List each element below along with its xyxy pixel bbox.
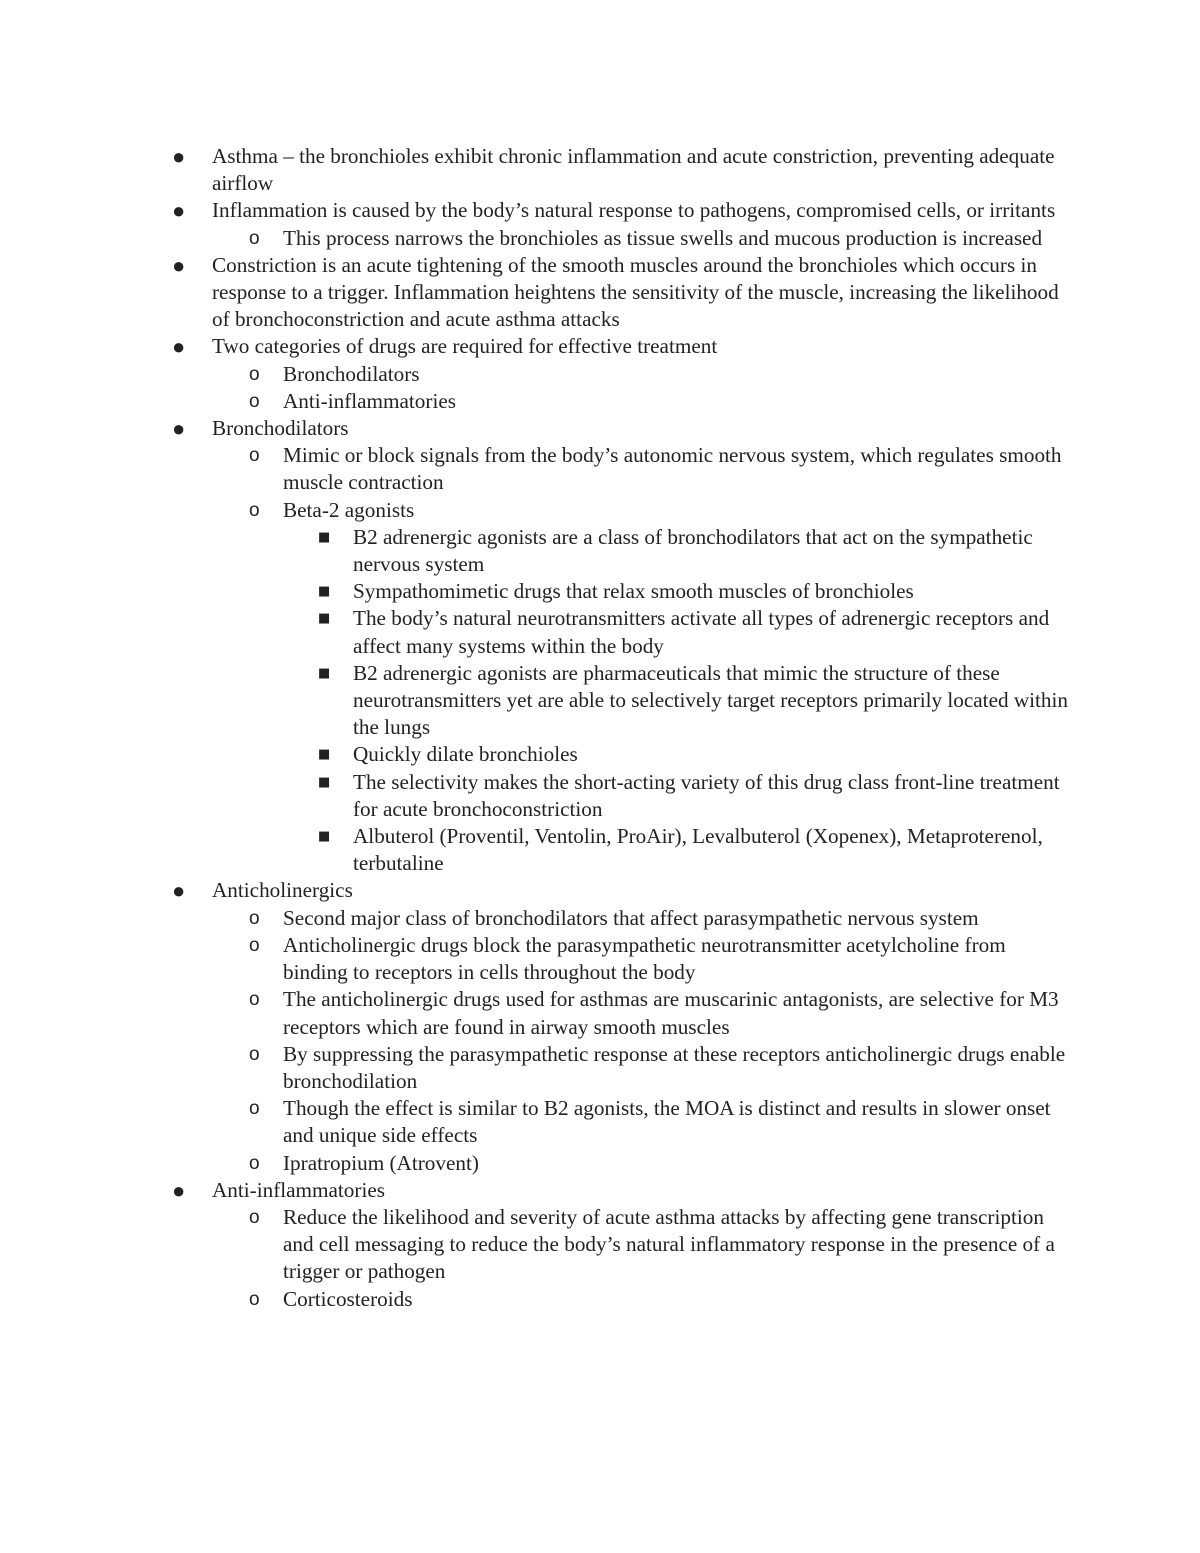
list-item-text: The anticholinergic drugs used for asthmas are muscarinic antagonists, are selective for M3 receptors which are found in airway smooth muscles <box>283 987 1059 1039</box>
list-item-level-2 <box>0 1041 1073 1095</box>
list-item-level-2 <box>0 1286 1073 1313</box>
list-item-level-2 <box>0 905 1073 932</box>
bullet-disc-icon: ● <box>172 198 186 224</box>
list-item-text: Quickly dilate bronchioles <box>353 742 578 767</box>
list-item-level-1 <box>0 1177 1072 1204</box>
list-item-text: B2 adrenergic agonists are pharmaceuticals that mimic the structure of these neurotransmitters yet are able to selectively target receptors primarily located within the lungs <box>353 660 1069 740</box>
list-item-level-1 <box>0 415 1072 442</box>
bullet-circle-icon: o <box>249 1288 260 1310</box>
bullet-square-icon: ■ <box>318 529 331 545</box>
list-item-level-2 <box>0 1150 1073 1177</box>
bullet-disc-icon: ● <box>172 252 186 278</box>
bullet-circle-icon: o <box>249 907 260 929</box>
list-item-text: Second major class of bronchodilators that affect parasympathetic nervous system <box>283 905 979 930</box>
list-item-level-1 <box>0 877 1072 904</box>
list-item-level-3 <box>0 769 1073 823</box>
list-item-text: Constriction is an acute tightening of the smooth muscles around the bronchioles which occurs in response to a trigger. Inflammation heightens the sensitivity of the muscle, increasing the likelihood of bronchoconstriction and acute asthma attacks <box>212 252 1059 332</box>
list-item-text: The body’s natural neurotransmitters activate all types of adrenergic receptors and affect many systems within the body <box>353 606 1050 658</box>
bullet-circle-icon: o <box>249 1206 260 1228</box>
list-item-text: Ipratropium (Atrovent) <box>283 1150 479 1175</box>
list-item-level-3 <box>0 823 1073 877</box>
bullet-circle-icon: o <box>249 445 260 467</box>
bullet-square-icon: ■ <box>318 665 331 681</box>
bullet-circle-icon: o <box>249 227 260 249</box>
list-item-text: Anti-inflammatories <box>283 388 456 413</box>
list-item-text: Anticholinergics <box>212 878 353 903</box>
list-item-level-3 <box>0 660 1073 742</box>
list-item-level-2 <box>0 388 1073 415</box>
list-item-text: Asthma – the bronchioles exhibit chronic inflammation and acute constriction, preventing adequate airflow <box>212 144 1055 196</box>
bullet-circle-icon: o <box>249 390 260 412</box>
list-item-text: Sympathomimetic drugs that relax smooth muscles of bronchioles <box>353 579 914 604</box>
bullet-circle-icon: o <box>249 1152 260 1174</box>
list-item-text: Reduce the likelihood and severity of acute asthma attacks by affecting gene transcription and cell messaging to reduce the body’s natural inflammatory response in the presence of a trigger or pathogen <box>283 1204 1055 1284</box>
list-item-text: Albuterol (Proventil, Ventolin, ProAir), Levalbuterol (Xopenex), Metaproterenol, terbutaline <box>353 824 1043 876</box>
bullet-disc-icon: ● <box>172 1177 186 1203</box>
list-item-level-1 <box>0 197 1072 224</box>
bullet-outline <box>0 143 1200 1313</box>
list-item-level-2 <box>0 1204 1073 1286</box>
list-item-level-2 <box>0 442 1073 496</box>
bullet-circle-icon: o <box>249 934 260 956</box>
list-item-level-1 <box>0 252 1072 334</box>
list-item-level-3 <box>0 524 1073 578</box>
list-item-level-2 <box>0 225 1073 252</box>
list-item-level-2 <box>0 1095 1073 1149</box>
list-item-level-2 <box>0 932 1073 986</box>
list-item-level-1 <box>0 333 1072 360</box>
list-item-level-3 <box>0 605 1073 659</box>
bullet-disc-icon: ● <box>172 878 186 904</box>
list-item-text: This process narrows the bronchioles as tissue swells and mucous production is increased <box>283 225 1043 250</box>
list-item-text: Mimic or block signals from the body’s autonomic nervous system, which regulates smooth muscle contraction <box>283 443 1062 495</box>
bullet-circle-icon: o <box>249 363 260 385</box>
bullet-square-icon: ■ <box>318 747 331 763</box>
list-item-text: Corticosteroids <box>283 1286 413 1311</box>
list-item-level-3 <box>0 741 1073 768</box>
list-item-text: Inflammation is caused by the body’s natural response to pathogens, compromised cells, or irritants <box>212 198 1056 223</box>
list-item-level-1 <box>0 143 1072 197</box>
bullet-circle-icon: o <box>249 989 260 1011</box>
bullet-circle-icon: o <box>249 1098 260 1120</box>
list-item-level-3 <box>0 578 1073 605</box>
bullet-square-icon: ■ <box>318 611 331 627</box>
bullet-square-icon: ■ <box>318 829 331 845</box>
list-item-level-2 <box>0 361 1073 388</box>
bullet-square-icon: ■ <box>318 584 331 600</box>
bullet-circle-icon: o <box>249 1043 260 1065</box>
list-item-level-2 <box>0 497 1073 524</box>
list-item-text: Two categories of drugs are required for effective treatment <box>212 334 718 359</box>
bullet-disc-icon: ● <box>172 416 186 442</box>
list-item-text: Bronchodilators <box>212 416 349 441</box>
bullet-disc-icon: ● <box>172 144 186 169</box>
list-item-text: Anti-inflammatories <box>212 1177 385 1202</box>
bullet-disc-icon: ● <box>172 334 186 360</box>
list-item-text: B2 adrenergic agonists are a class of bronchodilators that act on the sympathetic nervous system <box>353 524 1033 577</box>
bullet-circle-icon: o <box>249 499 260 521</box>
list-item-text: Beta-2 agonists <box>283 497 415 522</box>
list-item-text: By suppressing the parasympathetic response at these receptors anticholinergic drugs enable bronchodilation <box>283 1041 1066 1093</box>
list-item-level-2 <box>0 986 1073 1040</box>
list-item-text: Anticholinergic drugs block the parasympathetic neurotransmitter acetylcholine from binding to receptors in cells throughout the body <box>283 932 1006 985</box>
list-item-text: Though the effect is similar to B2 agonists, the MOA is distinct and results in slower onset and unique side effects <box>283 1096 1051 1148</box>
list-item-text: The selectivity makes the short-acting variety of this drug class front-line treatment for acute bronchoconstriction <box>353 769 1060 821</box>
bullet-square-icon: ■ <box>318 774 331 790</box>
list-item-text: Bronchodilators <box>283 361 420 386</box>
